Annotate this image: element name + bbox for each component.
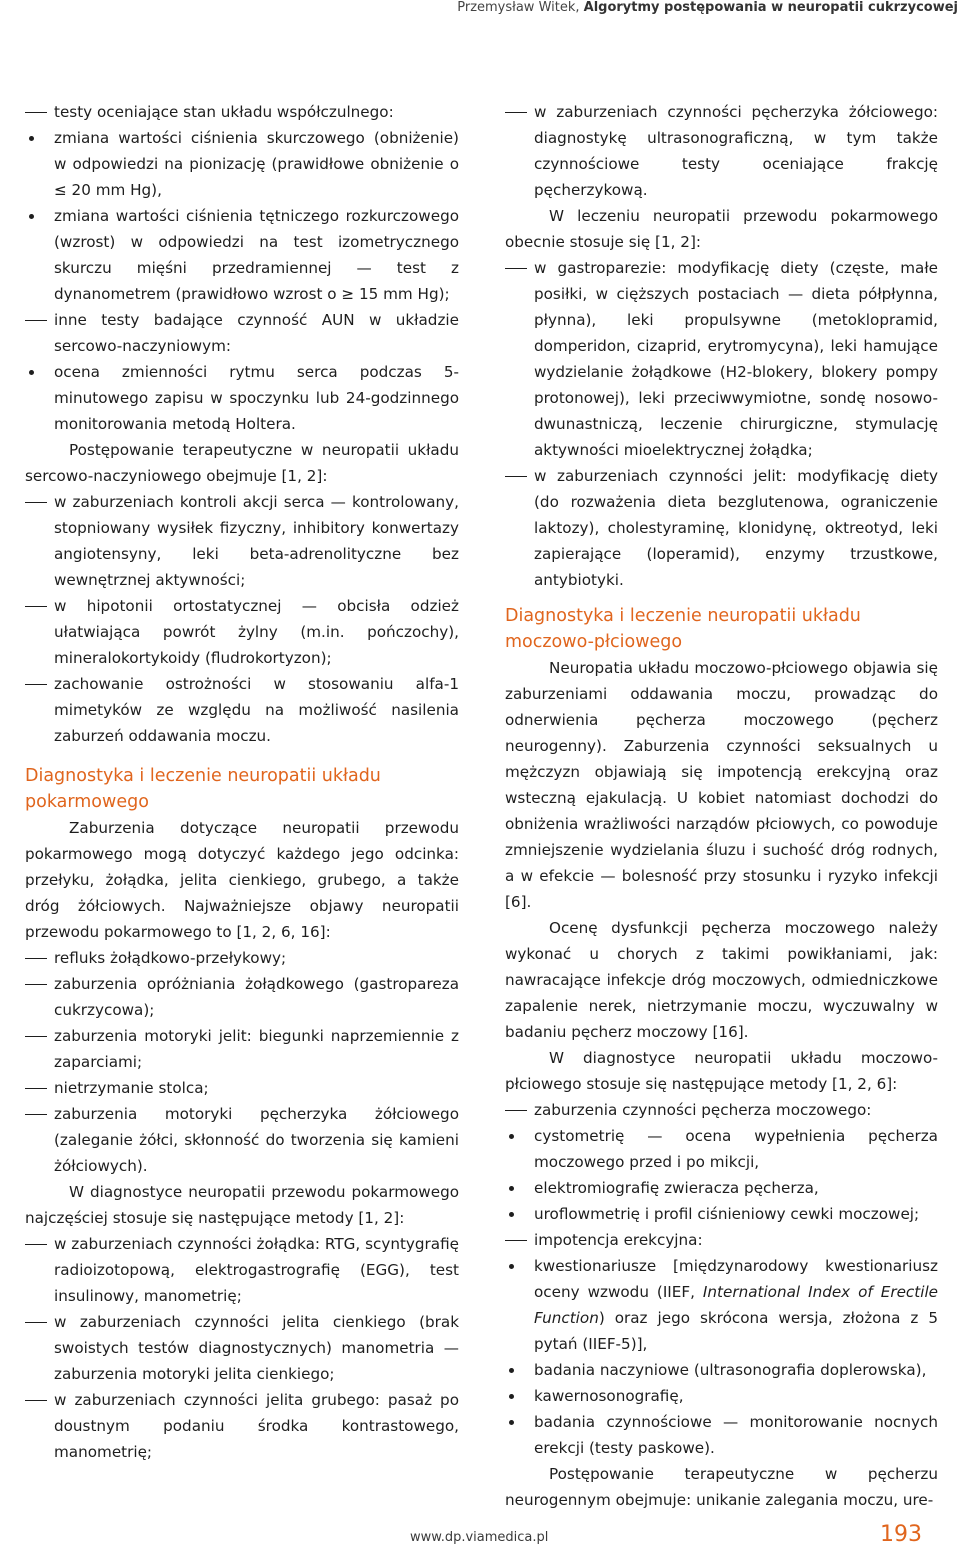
list-item	[25, 593, 459, 671]
list-questionnaire	[505, 1253, 938, 1357]
questionnaire-italic-name: International Index of Erectile Function	[534, 1283, 939, 1327]
right-column	[505, 99, 938, 1513]
list-item	[25, 125, 459, 203]
list-item-text: w zaburzeniach czynności jelita grubego: pasaż po doustnym podaniu środka kontrastowego, manometrię;	[54, 1391, 459, 1461]
list-item-text: badania naczyniowe (ultrasonografia doplerowska),	[534, 1361, 927, 1379]
list-item-text: elektromiografię zwieracza pęcherza,	[534, 1179, 819, 1197]
list-item	[505, 1175, 938, 1201]
list-item	[505, 255, 938, 463]
list-item-text: zaburzenia opróżniania żołądkowego (gastropareza cukrzycowa);	[54, 975, 459, 1019]
list-item-text: refluks żołądkowo-przełykowy;	[54, 949, 287, 967]
list-item-text: zaburzenia czynności pęcherza moczowego:	[534, 1101, 872, 1119]
list-digestive-symptoms	[25, 945, 459, 1179]
questionnaire-text-end: ) oraz jego skrócona wersja, złożona z 5 pytań (IIEF-5)],	[534, 1309, 938, 1353]
list-item-text: w zaburzeniach kontroli akcji serca — kontrolowany, stopniowany wysiłek fizyczny, inhibitory konwertazy angiotensyny, leki beta-adrenolityczne bez wewnętrznej aktywności;	[54, 493, 459, 589]
list-item	[25, 1023, 459, 1075]
list-item-text: testy oceniające stan układu współczulnego:	[54, 103, 394, 121]
list-item	[25, 971, 459, 1023]
list-item-text: w zaburzeniach czynności jelita cienkiego (brak swoistych testów diagnostycznych) manometria — zaburzenia motoryki jelita cienkiego;	[54, 1313, 459, 1383]
list-autonomic-tests	[25, 99, 459, 437]
list-item	[25, 489, 459, 593]
list-item-text: zmiana wartości ciśnienia tętniczego rozkurczowego (wzrost) w odpowiedzi na test izometrycznego skurczu mięśni przedramiennej — test z dynanometrem (prawidłowo wzrost o ≥ 15 mm Hg);	[54, 207, 459, 303]
list-item	[505, 1253, 938, 1357]
list-erectile-tests	[505, 1357, 938, 1461]
list-item-text: w zaburzeniach czynności jelit: modyfikację diety (do rozważenia dieta bezglutenowa, ograniczenie laktozy), cholestyraminę, klonidynę, oktreotyd, leki zapierające (loperamid), enzymy trzustkowe, antybiotyki.	[534, 467, 938, 589]
list-item-text: w gastroparezie: modyfikację diety (częste, małe posiłki, w cięższych postaciach — dieta półpłynna, płynna), leki propulsywne (metoklopramid, domperidon, cizaprid, erytromycyna), leki hamujące wydzielanie żołądkowe (H2-blokery, blokery pompy protonowej), leki przeciwwymiotne, sondę nosowo-dwunastniczą, leczenie chirurgiczne, stymulację aktywności mioelektrycznej żołądka;	[534, 259, 938, 459]
section-heading-digestive: Diagnostyka i leczenie neuropatii układu pokarmowego	[25, 766, 381, 812]
list-item	[505, 1357, 938, 1383]
list-item-text: zaburzenia motoryki jelit: biegunki naprzemiennie z zaparciami;	[54, 1027, 459, 1071]
list-item-text: ocena zmienności rytmu serca podczas 5-minutowego zapisu w spoczynku lub 24-godzinnego monitorowania metodą Holtera.	[54, 363, 459, 433]
list-urogenital-diagnostics	[505, 1097, 938, 1253]
list-item	[25, 359, 459, 437]
list-item	[505, 1201, 938, 1227]
list-cardio-therapy	[25, 489, 459, 749]
list-item	[25, 203, 459, 307]
questionnaire-text-start: kwestionariusze [międzynarodowy kwestionariusz oceny wzwodu (IIEF,	[534, 1257, 938, 1301]
list-item-text: zaburzenia motoryki pęcherzyka żółciowego (zaleganie żółci, skłonność do tworzenia się kamieni żółciowych).	[54, 1105, 459, 1175]
list-item-text: w hipotonii ortostatycznej — obcisła odzież ułatwiająca powrót żylny (m.in. pończochy), mineralokortykoidy (fludrokortyzon);	[54, 597, 459, 667]
list-item-text: badania czynnościowe — monitorowanie nocnych erekcji (testy paskowe).	[534, 1413, 938, 1457]
list-item-text: nietrzymanie stolca;	[54, 1079, 209, 1097]
list-item	[25, 945, 459, 971]
list-item	[505, 99, 938, 203]
list-item	[25, 671, 459, 749]
list-item	[505, 463, 938, 593]
list-item	[25, 1387, 459, 1465]
list-item	[505, 1227, 938, 1253]
list-item-text: uroflowmetrię i profil ciśnieniowy cewki moczowej;	[534, 1205, 920, 1223]
list-item-text: zachowanie ostrożności w stosowaniu alfa-1 mimetyków ze względu na możliwość nasilenia zaburzeń oddawania moczu.	[54, 675, 459, 745]
paragraph-bladder-therapy: Postępowanie terapeutyczne w pęcherzu neurogennym obejmuje: unikanie zalegania moczu, ure-	[505, 1465, 938, 1509]
paragraph-urogenital-diagnostics: W diagnostyce neuropatii układu moczowo-płciowego stosuje się następujące metody [1, 2, 6]:	[505, 1049, 938, 1093]
list-item	[505, 1097, 938, 1123]
list-item	[25, 1231, 459, 1309]
running-header	[0, 0, 958, 16]
list-item-text: w zaburzeniach czynności pęcherzyka żółciowego: diagnostykę ultrasonograficzną, w tym także czynnościowe testy oceniające frakcję pęcherzykową.	[534, 103, 938, 199]
list-item-text: cystometrię — ocena wypełnienia pęcherza moczowego przed i po mikcji,	[534, 1127, 938, 1171]
list-item-text: impotencja erekcyjna:	[534, 1231, 703, 1249]
list-item-text: inne testy badające czynność AUN w układzie sercowo-naczyniowym:	[54, 311, 459, 355]
list-item-text: w zaburzeniach czynności żołądka: RTG, scyntygrafię radioizotopową, elektrogastrografię (EGG), test insulinowy, manometrię;	[54, 1235, 459, 1305]
page-number: 193	[880, 1522, 922, 1547]
header-title: Algorytmy postępowania w neuropatii cukrzycowej	[583, 0, 958, 15]
list-item	[25, 1075, 459, 1101]
list-item-text: zmiana wartości ciśnienia skurczowego (obniżenie) w odpowiedzi na pionizację (prawidłowe obniżenie o ≤ 20 mm Hg),	[54, 129, 459, 199]
list-item	[25, 1101, 459, 1179]
footer-website: www.dp.viamedica.pl	[410, 1530, 549, 1545]
paragraph-urogenital-intro: Neuropatia układu moczowo-płciowego objawia się zaburzeniami oddawania moczu, prowadząc do odnerwienia pęcherza moczowego (pęcherz neurogenny). Zaburzenia czynności seksualnych u mężczyzn objawiają się impotencją erekcyjną oraz wsteczną ejakulacją. U kobiet natomiast dochodzi do obniżenia wrażliwości narządów płciowych, co powoduje zmniejszenie wydzielania śluzu i suchość dróg rodnych, a w efekcie — bolesność przy stosunku i ryzyko infekcji [6].	[505, 659, 938, 911]
list-item	[25, 307, 459, 359]
list-item	[505, 1123, 938, 1175]
paragraph-digestive-treatment: W leczeniu neuropatii przewodu pokarmowego obecnie stosuje się [1, 2]:	[505, 207, 938, 251]
list-item	[505, 1383, 938, 1409]
list-digestive-treatment	[505, 255, 938, 593]
left-column	[25, 99, 459, 1465]
list-item-text: kawernosonografię,	[534, 1387, 684, 1405]
paragraph-digestive-diagnostics: W diagnostyce neuropatii przewodu pokarmowego najczęściej stosuje się następujące metody [1, 2]:	[25, 1183, 459, 1227]
paragraph-cardio-therapy: Postępowanie terapeutyczne w neuropatii układu sercowo-naczyniowego obejmuje [1, 2]:	[25, 441, 459, 485]
paragraph-digestive-intro: Zaburzenia dotyczące neuropatii przewodu pokarmowego mogą dotyczyć każdego jego odcinka: przełyku, żołądka, jelita cienkiego, grubego, a także dróg żółciowych. Najważniejsze objawy neuropatii przewodu pokarmowego to [1, 2, 6, 16]:	[25, 819, 459, 941]
list-gallbladder-diagnostics	[505, 99, 938, 203]
header-author: Przemysław Witek,	[457, 0, 584, 15]
list-item	[25, 99, 459, 125]
list-item	[25, 1309, 459, 1387]
list-digestive-diagnostics	[25, 1231, 459, 1465]
list-item	[505, 1409, 938, 1461]
paragraph-bladder-assessment: Ocenę dysfunkcji pęcherza moczowego należy wykonać u chorych z takimi powikłaniami, jak: nawracające infekcje dróg moczowych, odmiedniczkowe zapalenie nerek, nietrzymanie moczu, wyczuwalny w badaniu pęcherz moczowy [16].	[505, 919, 938, 1041]
section-heading-urogenital: Diagnostyka i leczenie neuropatii układu moczowo-płciowego	[505, 606, 861, 652]
